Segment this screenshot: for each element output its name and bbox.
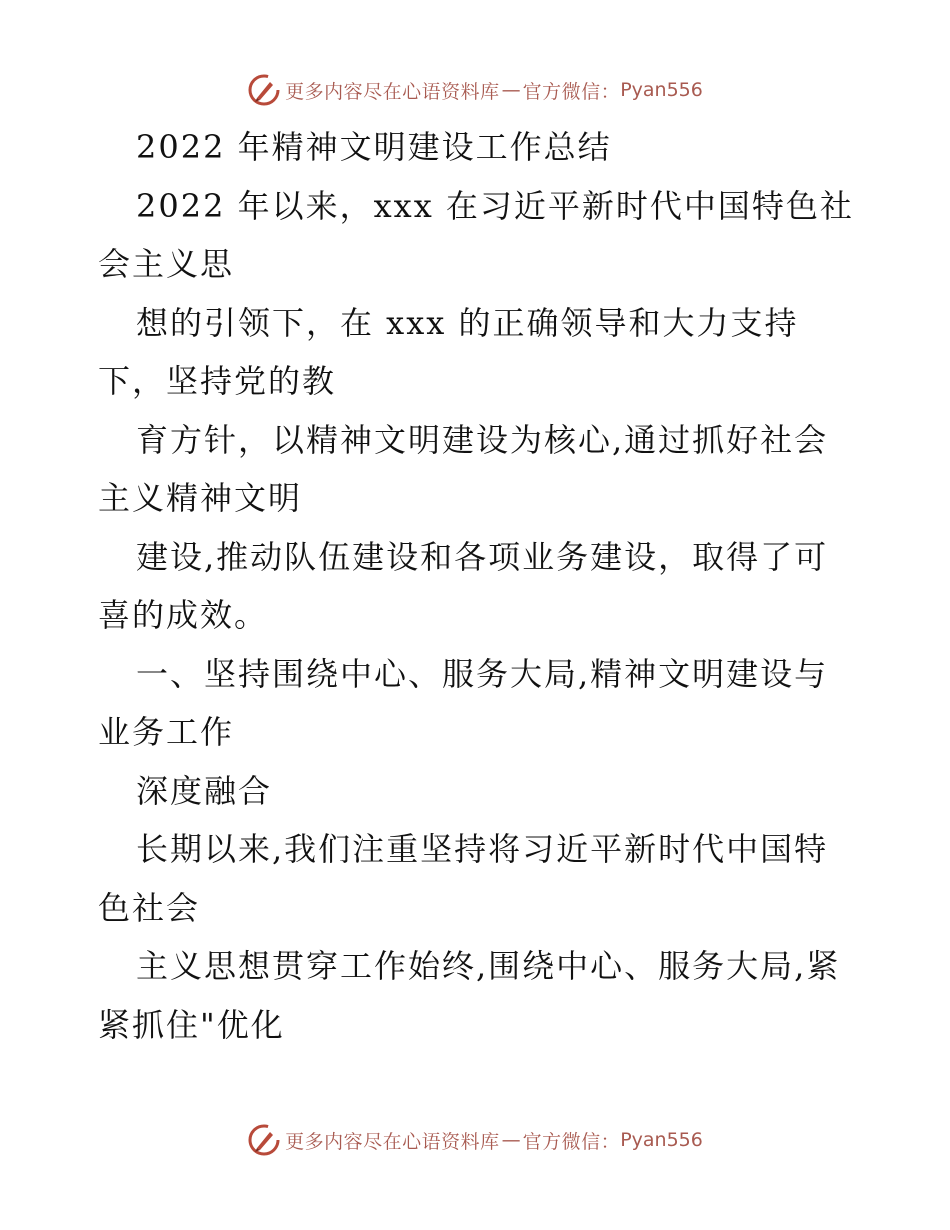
doc-line: 色社会 (98, 888, 201, 927)
doc-line: 长期以来,我们注重坚持将习近平新时代中国特 (136, 830, 829, 868)
doc-line: 建设,推动队伍建设和各项业务建设，取得了可 (136, 537, 829, 576)
doc-line: 2022 年以来，xxx 在习近平新时代中国特色社 (136, 186, 854, 225)
watermark-wechat-id: Pyan556 (620, 1129, 703, 1151)
watermark-text: 更多内容尽在心语资料库 (285, 1130, 500, 1153)
section-heading: 一、坚持围绕中心、服务大局,精神文明建设与 (136, 654, 829, 693)
doc-line: 紧抓住"优化 (98, 1005, 285, 1044)
doc-line: 喜的成效。 (98, 596, 269, 634)
document-body (98, 118, 858, 1054)
pen-logo-icon (247, 1123, 281, 1157)
doc-line: 主义思想贯穿工作始终,围绕中心、服务大局,紧 (136, 947, 841, 985)
doc-line: 下，坚持党的教 (98, 362, 337, 400)
watermark-text: 更多内容尽在心语资料库 (285, 80, 500, 103)
watermark-separator: — (501, 1129, 521, 1151)
doc-line: 会主义思 (98, 245, 235, 283)
doc-title: 2022 年精神文明建设工作总结 (136, 128, 612, 166)
doc-line: 想的引领下，在 xxx 的正确领导和大力支持 (136, 303, 799, 342)
watermark-label: 官方微信： (522, 80, 621, 103)
doc-line: 育方针，以精神文明建设为核心,通过抓好社会 (136, 420, 829, 459)
watermark-separator: — (501, 79, 521, 101)
section-heading-cont: 深度融合 (136, 771, 273, 810)
pen-logo-icon (247, 73, 281, 107)
watermark-wechat-id: Pyan556 (620, 79, 703, 101)
footer-watermark (0, 1120, 950, 1160)
watermark-label: 官方微信： (522, 1130, 621, 1153)
doc-line: 主义精神文明 (98, 479, 303, 517)
section-heading-cont: 业务工作 (98, 713, 235, 751)
header-watermark (0, 70, 950, 110)
